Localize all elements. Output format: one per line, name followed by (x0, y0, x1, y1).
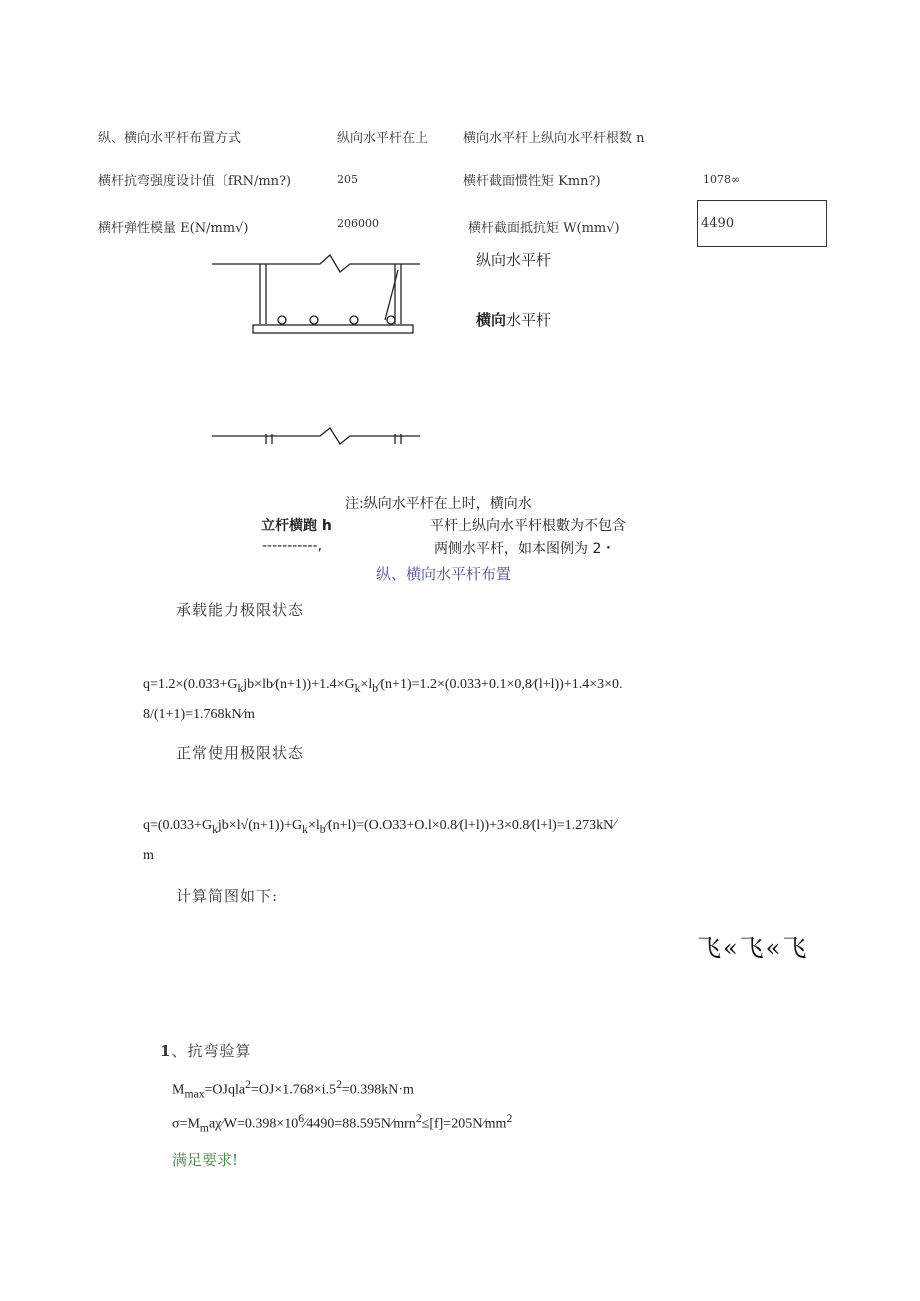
param-row3-label: 横杆弹性模量 E(N∕mm√) (98, 221, 249, 236)
param-row1-label: 纵、横向水平杆布置方式 (98, 131, 242, 146)
note-dashes: -----------, (262, 538, 323, 554)
param-row2-value2: 1078∞ (703, 173, 741, 186)
note-line-3: 两侧水平杆，如本图例为 2・ (434, 541, 616, 557)
longitudinal-bar-end (278, 316, 286, 324)
note-line-2: 平杆上纵向水平杆根數为不包含 (430, 518, 626, 534)
mmax-formula: $M_{max}=OJqla^2=OJ\times 1.768\times i.5^2=0.398kN\cdot m$ (172, 1078, 414, 1101)
service-limit-title: 正常使用极限状态 (176, 744, 305, 762)
label-longitudinal-bar: 纵向水平杆 (476, 251, 552, 269)
label-transverse-bar: 横向水平杆 (476, 311, 552, 329)
brace-line (385, 270, 398, 320)
bending-check-title: 1、抗弯验算 (160, 1042, 252, 1060)
param-row3-value2: 4490 (701, 216, 735, 231)
bottom-longitudinal-bar (212, 428, 420, 444)
param-row3-label2: 横杆截面抵抗矩 W(mm√) (468, 221, 620, 236)
param-row2-value: 205 (337, 173, 358, 186)
param-row3-value2-box (697, 200, 827, 247)
param-row3-value: 206000 (337, 217, 379, 230)
longitudinal-bar-end (350, 316, 358, 324)
note-standard-spacing: 立杆横跑 h (261, 518, 332, 534)
service-formula-line2: m (143, 848, 154, 863)
layout-diagram (205, 252, 435, 462)
transverse-bar (253, 325, 413, 333)
stress-formula: $\sigma=M_ma\chi∕W=0.398\times 10^6∕4490=88.595N∕mrn^2\le[f]=205N∕mm^2$ (172, 1112, 513, 1135)
top-longitudinal-bar (212, 255, 420, 272)
calc-diagram-title: 计算简图如下: (176, 887, 279, 905)
calc-diagram-glyphs: 飞«飞«飞 (697, 934, 809, 962)
service-formula-line1: $q=(0.033+G_kjb\times l√(n+1))+G_k\times l_b∕(n+l)=(O.O33+O.l\times 0.8∕(l+l))+3\times 0.8∕(l+l)=1.273kN∕$ (143, 818, 616, 836)
param-row2-label: 横杆抗弯强度设计值〔fRN/mn?) (98, 174, 292, 189)
figure-caption: 纵、横向水平杆布置 (376, 565, 512, 583)
note-line-1: 注:纵向水平杆在上时，横向水 (345, 496, 532, 512)
ultimate-limit-title: 承载能力极限状态 (176, 601, 305, 619)
ultimate-formula-line2: 8/(1+1)=1.768kN∕m (143, 707, 255, 722)
longitudinal-bar-end (310, 316, 318, 324)
longitudinal-bar-end (387, 316, 395, 324)
param-row2-label2: 横杆截面惯性矩 Kmn?) (463, 174, 601, 189)
param-row1-value: 纵向水平杆在上 (337, 131, 429, 146)
ultimate-formula-line1: $q=1.2\times(0.033+G_kjb\times lb∕(n+1))+1.4\times G_k\times l_b∕(n+1)=1.2\times(0.033+0.1\times 0,8∕(l+l))+1.4\times 3\times 0$. (143, 677, 623, 695)
check-conclusion: 满足要求! (172, 1151, 239, 1169)
param-row1-label2: 横向水平杆上纵向水平杆根数 n (463, 131, 645, 146)
